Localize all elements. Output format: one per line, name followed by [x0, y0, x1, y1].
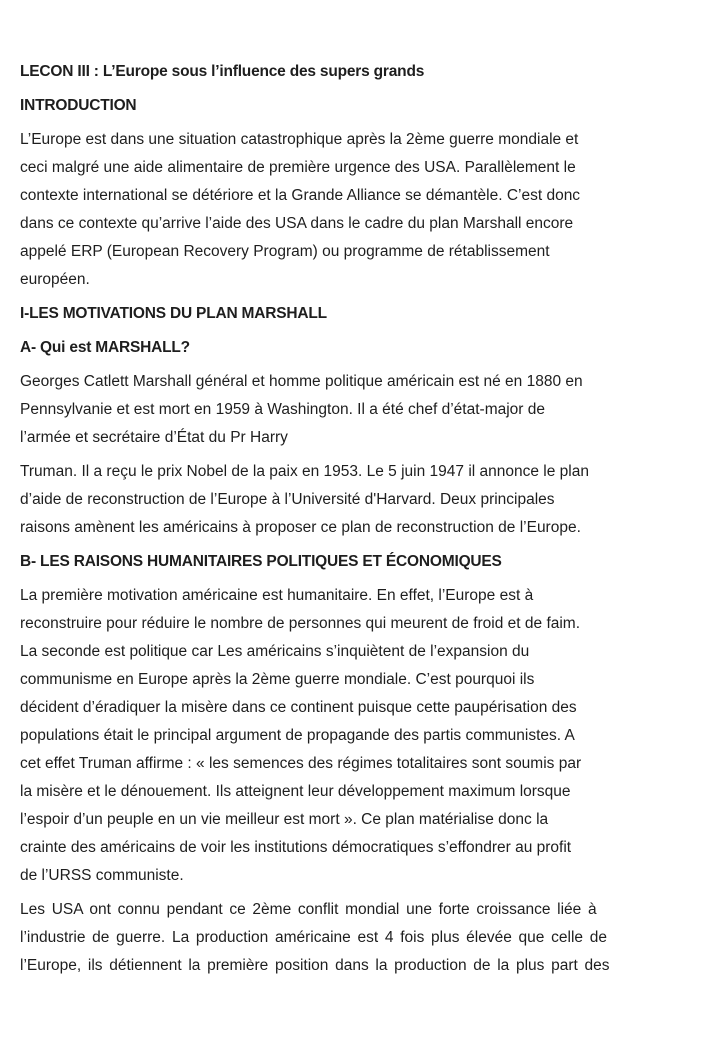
text-line: l’armée et secrétaire d’État du Pr Harry [20, 429, 288, 446]
intro-paragraph [20, 126, 702, 294]
text-line: raisons amènent les américains à proposer ce plan de reconstruction de l’Europe. [20, 519, 581, 536]
section-heading-motivations: I-LES MOTIVATIONS DU PLAN MARSHALL [20, 305, 327, 322]
text-line: européen. [20, 271, 90, 288]
document-content [20, 58, 702, 980]
text-line: La première motivation américaine est humanitaire. En effet, l’Europe est à [20, 587, 534, 604]
document-title: LECON III : L’Europe sous l’influence des supers grands [20, 63, 425, 80]
text-line: Georges Catlett Marshall général et homme politique américain est né en 1880 en [20, 373, 583, 390]
marshall-bio-paragraph [20, 368, 702, 452]
text-line: Truman. Il a reçu le prix Nobel de la paix en 1953. Le 5 juin 1947 il annonce le plan [20, 463, 589, 480]
text-line: Les USA ont connu pendant ce 2ème conflit mondial une forte croissance liée à [20, 901, 597, 918]
section-heading-introduction: INTRODUCTION [20, 97, 137, 114]
text-line: décident d’éradiquer la misère dans ce continent puisque cette paupérisation des [20, 699, 577, 716]
text-line: cet effet Truman affirme : « les semences des régimes totalitaires sont soumis par [20, 755, 582, 772]
text-line: ceci malgré une aide alimentaire de première urgence des USA. Parallèlement le [20, 159, 576, 176]
raisons-paragraph [20, 582, 702, 890]
text-line: appelé ERP (European Recovery Program) ou programme de rétablissement [20, 243, 550, 260]
subsection-heading-raisons: B- LES RAISONS HUMANITAIRES POLITIQUES ET ÉCONOMIQUES [20, 553, 502, 570]
truman-nobel-paragraph [20, 458, 702, 542]
text-line: l’Europe, ils détiennent la première position dans la production de la plus part des [20, 957, 610, 974]
text-line: la misère et le dénouement. Ils atteignent leur développement maximum lorsque [20, 783, 571, 800]
text-line: l’espoir d’un peuple en un vie meilleur est mort ». Ce plan matérialise donc la [20, 811, 549, 828]
subsection-heading-qui-est-marshall: A- Qui est MARSHALL? [20, 339, 190, 356]
text-line: communisme en Europe après la 2ème guerre mondiale. C’est pourquoi ils [20, 671, 535, 688]
text-line: de l’URSS communiste. [20, 867, 184, 884]
text-line: La seconde est politique car Les américains s’inquiètent de l’expansion du [20, 643, 530, 660]
text-line: reconstruire pour réduire le nombre de personnes qui meurent de froid et de faim. [20, 615, 581, 632]
text-line: d’aide de reconstruction de l’Europe à l’Université d'Harvard. Deux principales [20, 491, 555, 508]
text-line: l’industrie de guerre. La production américaine est 4 fois plus élevée que celle de [20, 929, 607, 946]
text-line: populations était le principal argument de propagande des partis communistes. A [20, 727, 575, 744]
croissance-usa-paragraph [20, 896, 702, 980]
text-line: L’Europe est dans une situation catastrophique après la 2ème guerre mondiale et [20, 131, 579, 148]
text-line: contexte international se détériore et la Grande Alliance se démantèle. C’est donc [20, 187, 581, 204]
text-line: dans ce contexte qu’arrive l’aide des USA dans le cadre du plan Marshall encore [20, 215, 574, 232]
text-line: Pennsylvanie et est mort en 1959 à Washington. Il a été chef d’état-major de [20, 401, 546, 418]
text-line: crainte des américains de voir les institutions démocratiques s’effondrer au profit [20, 839, 572, 856]
